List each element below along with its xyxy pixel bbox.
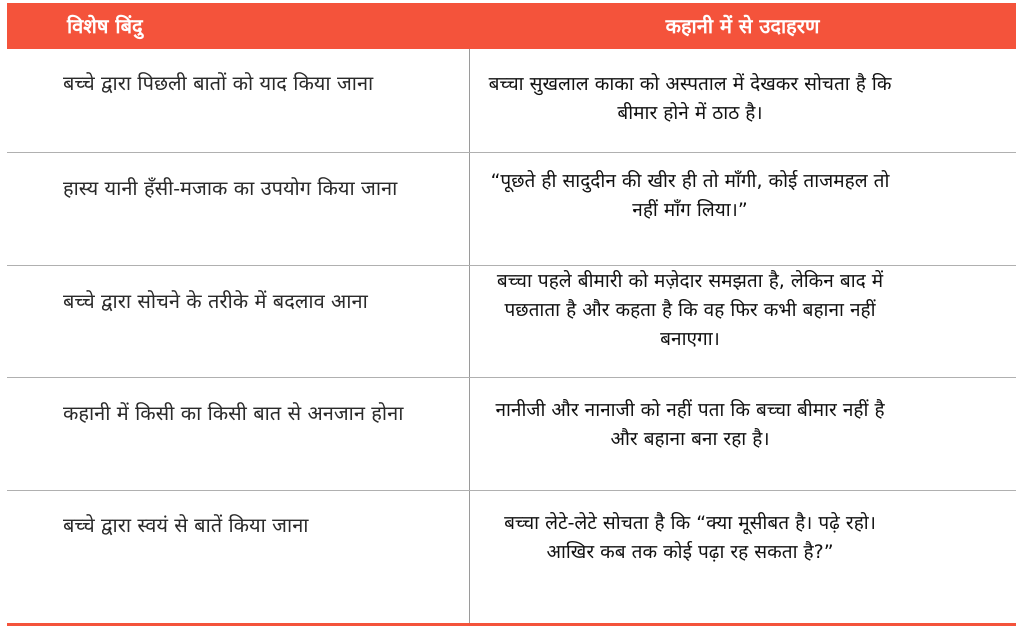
row-divider — [7, 265, 1016, 266]
table-row-3-example: बच्चा पहले बीमारी को मज़ेदार समझता है, लेकिन बाद में पछताता है और कहता है कि वह फिर कभी बहाना नहीं बनाएगा। — [496, 270, 884, 350]
column-divider — [469, 49, 470, 625]
table-row-2-point: हास्य यानी हँसी-मजाक का उपयोग किया जाना — [63, 176, 398, 200]
table-row-4-point: कहानी में किसी का किसी बात से अनजान होना — [63, 401, 404, 425]
header-story-examples: कहानी में से उदाहरण — [665, 14, 820, 38]
table-header — [7, 3, 1016, 49]
table-row-1-example: बच्चा सुखलाल काका को अस्पताल में देखकर सोचता है कि बीमार होने में ठाठ है। — [488, 73, 892, 124]
row-divider — [7, 490, 1016, 491]
row-divider — [7, 152, 1016, 153]
table-row-1-point: बच्चे द्वारा पिछली बातों को याद किया जाना — [63, 71, 374, 95]
table-bottom-border — [7, 623, 1016, 626]
row-divider — [7, 377, 1016, 378]
comparison-table — [7, 3, 1016, 627]
table-row-4-example: नानीजी और नानाजी को नहीं पता कि बच्चा बीमार नहीं है और बहाना बना रहा है। — [495, 399, 885, 450]
header-special-points: विशेष बिंदु — [67, 14, 143, 38]
table-row-5-example: बच्चा लेटे-लेटे सोचता है कि “क्या मूसीबत है। पढ़े रहो। आखिर कब तक कोई पढ़ा रह सकता है?” — [504, 512, 876, 563]
table-row-5-point: बच्चे द्वारा स्वयं से बातें किया जाना — [63, 513, 309, 537]
table-row-3-point: बच्चे द्वारा सोचने के तरीके में बदलाव आना — [63, 289, 368, 313]
table-row-2-example: “पूछते ही सादुदीन की खीर ही तो माँगी, कोई ताजमहल तो नहीं माँग लिया।” — [490, 170, 890, 221]
